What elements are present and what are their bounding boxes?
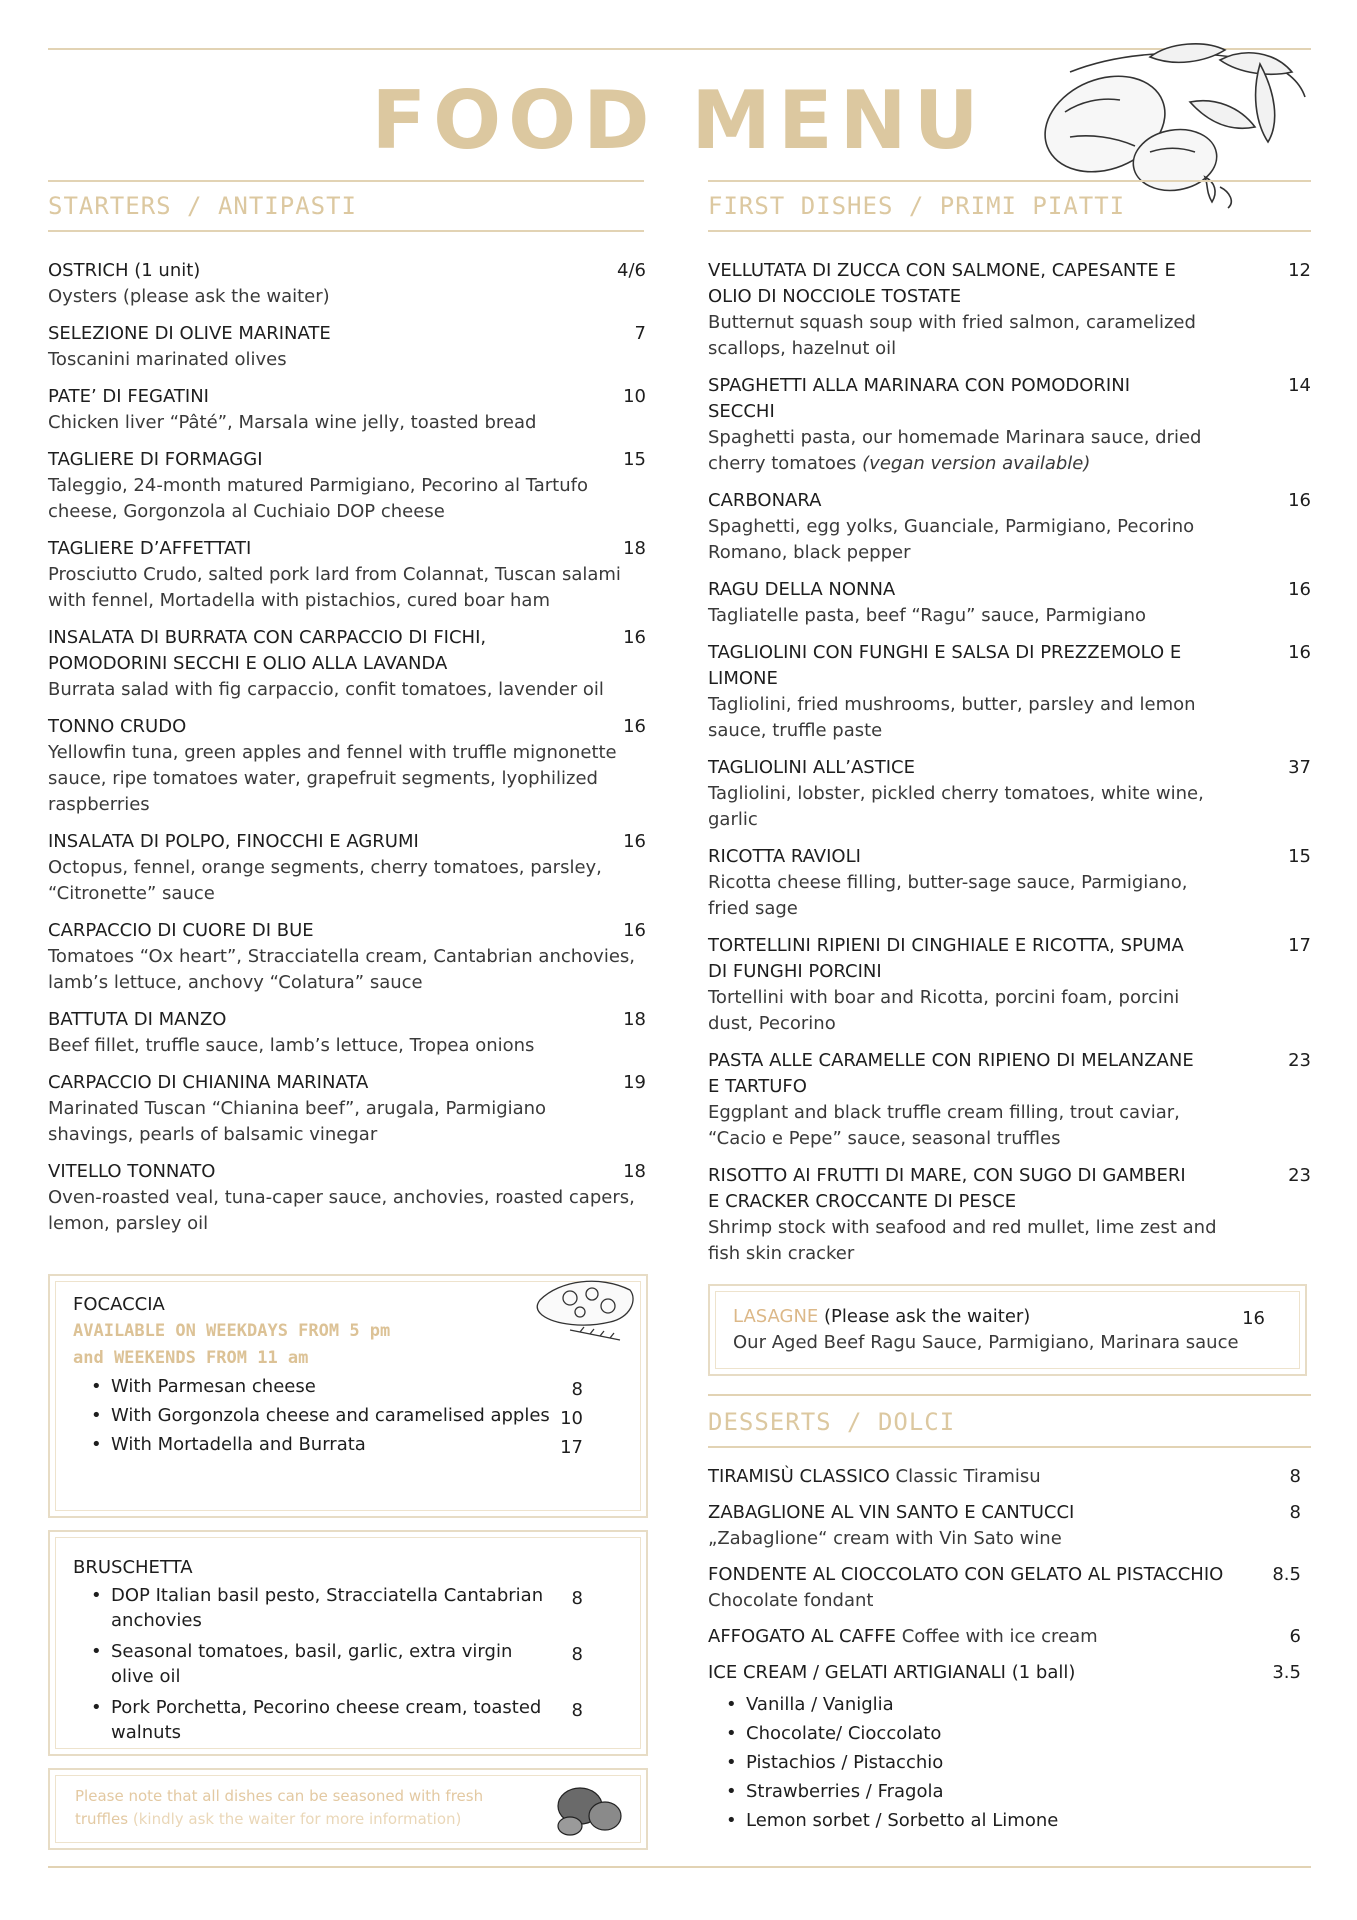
menu-item-description xyxy=(708,425,1311,477)
bruschetta-option-text: Seasonal tomatoes, basil, garlic, extra virgin olive oil xyxy=(111,1641,513,1687)
menu-item-name: SPAGHETTI ALLA MARINARA CON POMODORINI SECCHI xyxy=(708,375,1131,422)
bruschetta-option-price: 8 xyxy=(571,1588,583,1609)
menu-item-description-note: (vegan version available) xyxy=(862,453,1091,474)
menu-item-name: VELLUTATA DI ZUCCA CON SALMONE, CAPESANTE E OLIO DI NOCCIOLE TOSTATE xyxy=(708,260,1176,307)
menu-item-name: PATE’ DI FEGATINI xyxy=(48,386,209,407)
bruschetta-option xyxy=(73,1583,613,1633)
menu-item xyxy=(708,577,1311,629)
menu-item-price: 16 xyxy=(1288,490,1311,511)
menu-item-name: TORTELLINI RIPIENI DI CINGHIALE E RICOTTA, SPUMA DI FUNGHI PORCINI xyxy=(708,935,1184,982)
menu-item-name: TAGLIERE D’AFFETTATI xyxy=(48,538,252,559)
menu-item-name: VITELLO TONNATO xyxy=(48,1161,216,1182)
menu-item-description-text: Spaghetti pasta, our homemade Marinara sauce, dried cherry tomatoes xyxy=(708,427,1202,474)
menu-item-price: 15 xyxy=(623,449,646,470)
focaccia-option xyxy=(73,1403,613,1428)
lemon-branch-illustration xyxy=(1030,42,1310,212)
bruschetta-options xyxy=(73,1583,613,1745)
gelato-flavour: • Chocolate/ Cioccolato xyxy=(708,1719,1301,1748)
focaccia-availability-weekdays: AVAILABLE ON WEEKDAYS FROM 5 pm xyxy=(73,1321,391,1341)
menu-item-name: INSALATA DI BURRATA CON CARPACCIO DI FICHI, POMODORINI SECCHI E OLIO ALLA LAVANDA xyxy=(48,627,487,674)
focaccia-option-price: 10 xyxy=(560,1408,583,1429)
bruschetta-option-price: 8 xyxy=(571,1644,583,1665)
menu-item-name: OSTRICH (1 unit) xyxy=(48,260,201,281)
truffles-illustration xyxy=(550,1778,630,1840)
dessert-item-description: „Zabaglione“ cream with Vin Sato wine xyxy=(708,1528,1062,1549)
focaccia-box xyxy=(48,1274,648,1518)
menu-item-name: CARPACCIO DI CHIANINA MARINATA xyxy=(48,1072,369,1093)
dessert-item xyxy=(708,1660,1301,1686)
page-title: FOOD MENU xyxy=(371,74,986,167)
menu-item-description xyxy=(708,310,1311,362)
menu-item-price: 37 xyxy=(1288,757,1311,778)
focaccia-option xyxy=(73,1374,613,1399)
focaccia-option-text: With Mortadella and Burrata xyxy=(111,1434,366,1455)
menu-item-description-text: Butternut squash soup with fried salmon, caramelized scallops, hazelnut oil xyxy=(708,312,1196,359)
dessert-item-line xyxy=(708,1464,1301,1490)
dessert-item xyxy=(708,1500,1301,1552)
menu-item xyxy=(708,755,1311,833)
menu-item-description-text: Spaghetti, egg yolks, Guanciale, Parmigiano, Pecorino Romano, black pepper xyxy=(708,516,1195,563)
dessert-item-price: 6 xyxy=(1289,1626,1301,1647)
truffle-note-line1: Please note that all dishes can be seasoned with fresh xyxy=(75,1787,484,1805)
lasagne-description: Our Aged Beef Ragu Sauce, Parmigiano, Marinara sauce xyxy=(733,1332,1239,1353)
menu-item-name: PASTA ALLE CARAMELLE CON RIPIENO DI MELANZANE E TARTUFO xyxy=(708,1050,1194,1097)
dessert-item-name: ZABAGLIONE AL VIN SANTO E CANTUCCI xyxy=(708,1502,1075,1523)
menu-item xyxy=(48,321,646,373)
menu-item-description-text: Ricotta cheese filling, butter-sage sauce, Parmigiano, fried sage xyxy=(708,872,1188,919)
menu-item xyxy=(48,384,646,436)
menu-item-price: 4/6 xyxy=(617,260,646,281)
focaccia-option xyxy=(73,1432,613,1457)
dessert-item-line xyxy=(708,1660,1301,1686)
menu-item-price: 16 xyxy=(623,627,646,648)
menu-item-description-text: Tagliolini, fried mushrooms, butter, parsley and lemon sauce, truffle paste xyxy=(708,694,1196,741)
menu-item-name: CARBONARA xyxy=(708,490,822,511)
menu-item-price: 16 xyxy=(1288,579,1311,600)
menu-item xyxy=(48,625,646,703)
focaccia-availability-weekends: and WEEKENDS FROM 11 am xyxy=(73,1348,309,1368)
menu-item xyxy=(708,933,1311,1037)
first-heading: FIRST DISHES / PRIMI PIATTI xyxy=(708,192,1126,220)
menu-item xyxy=(708,640,1311,744)
focaccia-options xyxy=(73,1374,613,1457)
dessert-item-name: AFFOGATO AL CAFFE xyxy=(708,1626,896,1647)
menu-item-description: Oven-roasted veal, tuna-caper sauce, anchovies, roasted capers, lemon, parsley oil xyxy=(48,1187,635,1234)
menu-item-description xyxy=(708,781,1311,833)
menu-item xyxy=(708,258,1311,362)
menu-item-name: RISOTTO AI FRUTTI DI MARE, CON SUGO DI GAMBERI E CRACKER CROCCANTE DI PESCE xyxy=(708,1165,1186,1212)
dessert-item-price: 8.5 xyxy=(1272,1564,1301,1585)
menu-item-description: Prosciutto Crudo, salted pork lard from Colannat, Tuscan salami with fennel, Mortadella with pistachios, cured boar ham xyxy=(48,564,621,611)
bruschetta-option-text: Pork Porchetta, Pecorino cheese cream, toasted walnuts xyxy=(111,1697,542,1743)
menu-item-description-text: Tortellini with boar and Ricotta, porcini foam, porcini dust, Pecorino xyxy=(708,987,1180,1034)
menu-item xyxy=(48,1007,646,1059)
bruschetta-title: BRUSCHETTA xyxy=(73,1557,193,1578)
focaccia-option-text: With Gorgonzola cheese and caramelised apples xyxy=(111,1405,550,1426)
menu-item-name: INSALATA DI POLPO, FINOCCHI E AGRUMI xyxy=(48,831,419,852)
bruschetta-option-price: 8 xyxy=(571,1700,583,1721)
menu-item-name: BATTUTA DI MANZO xyxy=(48,1009,227,1030)
gelato-flavour: • Vanilla / Vaniglia xyxy=(708,1690,1301,1719)
bruschetta-option-text: DOP Italian basil pesto, Stracciatella Cantabrian anchovies xyxy=(111,1585,544,1631)
desserts-rule-bottom xyxy=(708,1446,1311,1448)
menu-item-description xyxy=(708,514,1311,566)
dessert-item-name: TIRAMISÙ CLASSICO xyxy=(708,1466,890,1487)
menu-item-description: Beef fillet, truffle sauce, lamb’s lettuce, Tropea onions xyxy=(48,1035,535,1056)
desserts-list xyxy=(708,1464,1301,1696)
bruschetta-box xyxy=(48,1530,648,1756)
lasagne-box xyxy=(708,1284,1307,1376)
menu-item-description-text: Tagliatelle pasta, beef “Ragu” sauce, Parmigiano xyxy=(708,605,1147,626)
lasagne-price: 16 xyxy=(1242,1308,1265,1329)
menu-item xyxy=(708,1048,1311,1152)
desserts-rule-top xyxy=(708,1394,1311,1396)
first-dishes-list xyxy=(708,258,1311,1278)
menu-item xyxy=(48,918,646,996)
dessert-item-line xyxy=(708,1562,1301,1588)
dessert-item-price: 8 xyxy=(1289,1502,1301,1523)
bottom-rule xyxy=(48,1866,1311,1868)
menu-item-description: Chicken liver “Pâté”, Marsala wine jelly, toasted bread xyxy=(48,412,537,433)
menu-item-price: 10 xyxy=(623,386,646,407)
menu-item xyxy=(708,373,1311,477)
menu-item-description-text: Tagliolini, lobster, pickled cherry tomatoes, white wine, garlic xyxy=(708,783,1204,830)
menu-item xyxy=(48,1070,646,1148)
menu-item-description-text: Eggplant and black truffle cream filling, trout caviar, “Cacio e Pepe” sauce, seasonal truffles xyxy=(708,1102,1180,1149)
menu-item-price: 17 xyxy=(1288,935,1311,956)
starters-rule-bottom xyxy=(48,230,644,232)
dessert-item xyxy=(708,1562,1301,1614)
menu-item-name: CARPACCIO DI CUORE DI BUE xyxy=(48,920,314,941)
menu-item-price: 12 xyxy=(1288,260,1311,281)
dessert-item-price: 8 xyxy=(1289,1466,1301,1487)
menu-item-description xyxy=(708,985,1311,1037)
menu-item-name: TAGLIOLINI CON FUNGHI E SALSA DI PREZZEMOLO E LIMONE xyxy=(708,642,1182,689)
dessert-item-name: ICE CREAM / GELATI ARTIGIANALI (1 ball) xyxy=(708,1662,1076,1683)
menu-item-name: TAGLIOLINI ALL’ASTICE xyxy=(708,757,915,778)
menu-item-description xyxy=(708,870,1311,922)
menu-item-name: RICOTTA RAVIOLI xyxy=(708,846,861,867)
menu-item-name: TONNO CRUDO xyxy=(48,716,187,737)
menu-item-price: 16 xyxy=(1288,642,1311,663)
menu-item xyxy=(48,258,646,310)
menu-item xyxy=(48,536,646,614)
menu-item-name: RAGU DELLA NONNA xyxy=(708,579,896,600)
focaccia-option-text: With Parmesan cheese xyxy=(111,1376,316,1397)
menu-item-price: 23 xyxy=(1288,1050,1311,1071)
dessert-item-line xyxy=(708,1624,1301,1650)
gelato-flavours xyxy=(708,1690,1301,1835)
focaccia-title: FOCACCIA xyxy=(73,1294,165,1315)
dessert-item-price: 3.5 xyxy=(1272,1662,1301,1683)
menu-item-price: 7 xyxy=(634,323,646,344)
menu-item-price: 14 xyxy=(1288,375,1311,396)
menu-item-description xyxy=(708,1215,1311,1267)
menu-item-price: 23 xyxy=(1288,1165,1311,1186)
menu-item-price: 18 xyxy=(623,1161,646,1182)
menu-item-description: Tomatoes “Ox heart”, Stracciatella cream, Cantabrian anchovies, lamb’s lettuce, anchovy “Colatura” sauce xyxy=(48,946,635,993)
starters-heading: STARTERS / ANTIPASTI xyxy=(48,192,357,220)
lasagne-name: LASAGNE xyxy=(733,1306,819,1327)
desserts-heading: DESSERTS / DOLCI xyxy=(708,1408,956,1436)
truffle-note-truffles: truffles xyxy=(75,1810,129,1828)
bruschetta-option xyxy=(73,1695,613,1745)
focaccia-option-price: 8 xyxy=(571,1379,583,1400)
menu-item-price: 15 xyxy=(1288,846,1311,867)
menu-item-description: Marinated Tuscan “Chianina beef”, arugala, Parmigiano shavings, pearls of balsamic vinegar xyxy=(48,1098,547,1145)
menu-item-price: 16 xyxy=(623,831,646,852)
starters-list xyxy=(48,258,646,1248)
menu-item-description: Burrata salad with fig carpaccio, confit tomatoes, lavender oil xyxy=(48,679,604,700)
menu-item-description-text: Shrimp stock with seafood and red mullet, lime zest and fish skin cracker xyxy=(708,1217,1217,1264)
menu-item-description: Yellowfin tuna, green apples and fennel with truffle mignonette sauce, ripe tomatoes water, grapefruit segments, lyophilized raspberries xyxy=(48,742,617,815)
gelato-flavour: • Pistachios / Pistacchio xyxy=(708,1748,1301,1777)
menu-item-price: 18 xyxy=(623,1009,646,1030)
menu-item-price: 16 xyxy=(623,920,646,941)
menu-item-description: Toscanini marinated olives xyxy=(48,349,287,370)
menu-item-description xyxy=(708,603,1311,629)
gelato-flavour: • Lemon sorbet / Sorbetto al Limone xyxy=(708,1806,1301,1835)
lasagne-note: (Please ask the waiter) xyxy=(818,1306,1031,1327)
menu-item xyxy=(48,714,646,818)
menu-item-name: SELEZIONE DI OLIVE MARINATE xyxy=(48,323,331,344)
dessert-item-inline-description: Classic Tiramisu xyxy=(889,1466,1041,1487)
first-rule-bottom xyxy=(708,230,1311,232)
truffle-note-ask: (kindly ask the waiter for more information) xyxy=(128,1810,462,1828)
gelato-flavour: • Strawberries / Fragola xyxy=(708,1777,1301,1806)
dessert-item-description: Chocolate fondant xyxy=(708,1590,874,1611)
menu-item xyxy=(708,1163,1311,1267)
menu-item-description xyxy=(708,692,1311,744)
menu-item-price: 16 xyxy=(623,716,646,737)
menu-item xyxy=(708,488,1311,566)
truffle-note xyxy=(75,1785,535,1831)
menu-item-price: 19 xyxy=(623,1072,646,1093)
focaccia-option-price: 17 xyxy=(560,1437,583,1458)
dessert-item-name: FONDENTE AL CIOCCOLATO CON GELATO AL PISTACCHIO xyxy=(708,1564,1224,1585)
dessert-item xyxy=(708,1624,1301,1650)
bruschetta-option xyxy=(73,1639,613,1689)
menu-item xyxy=(708,844,1311,922)
dessert-item-inline-description: Coffee with ice cream xyxy=(895,1626,1098,1647)
menu-item-price: 18 xyxy=(623,538,646,559)
menu-item-description: Oysters (please ask the waiter) xyxy=(48,286,330,307)
starters-rule-top xyxy=(48,180,644,182)
menu-item xyxy=(48,829,646,907)
first-rule-top xyxy=(708,180,1311,182)
menu-item-description: Octopus, fennel, orange segments, cherry tomatoes, parsley, “Citronette” sauce xyxy=(48,857,602,904)
menu-item-description: Taleggio, 24-month matured Parmigiano, Pecorino al Tartufo cheese, Gorgonzola al Cuchiaio DOP cheese xyxy=(48,475,588,522)
menu-item-description xyxy=(708,1100,1311,1152)
menu-item xyxy=(48,1159,646,1237)
dessert-item xyxy=(708,1464,1301,1490)
menu-item-name: TAGLIERE DI FORMAGGI xyxy=(48,449,263,470)
menu-item xyxy=(48,447,646,525)
truffle-note-box xyxy=(48,1768,648,1850)
dessert-item-line xyxy=(708,1500,1301,1526)
